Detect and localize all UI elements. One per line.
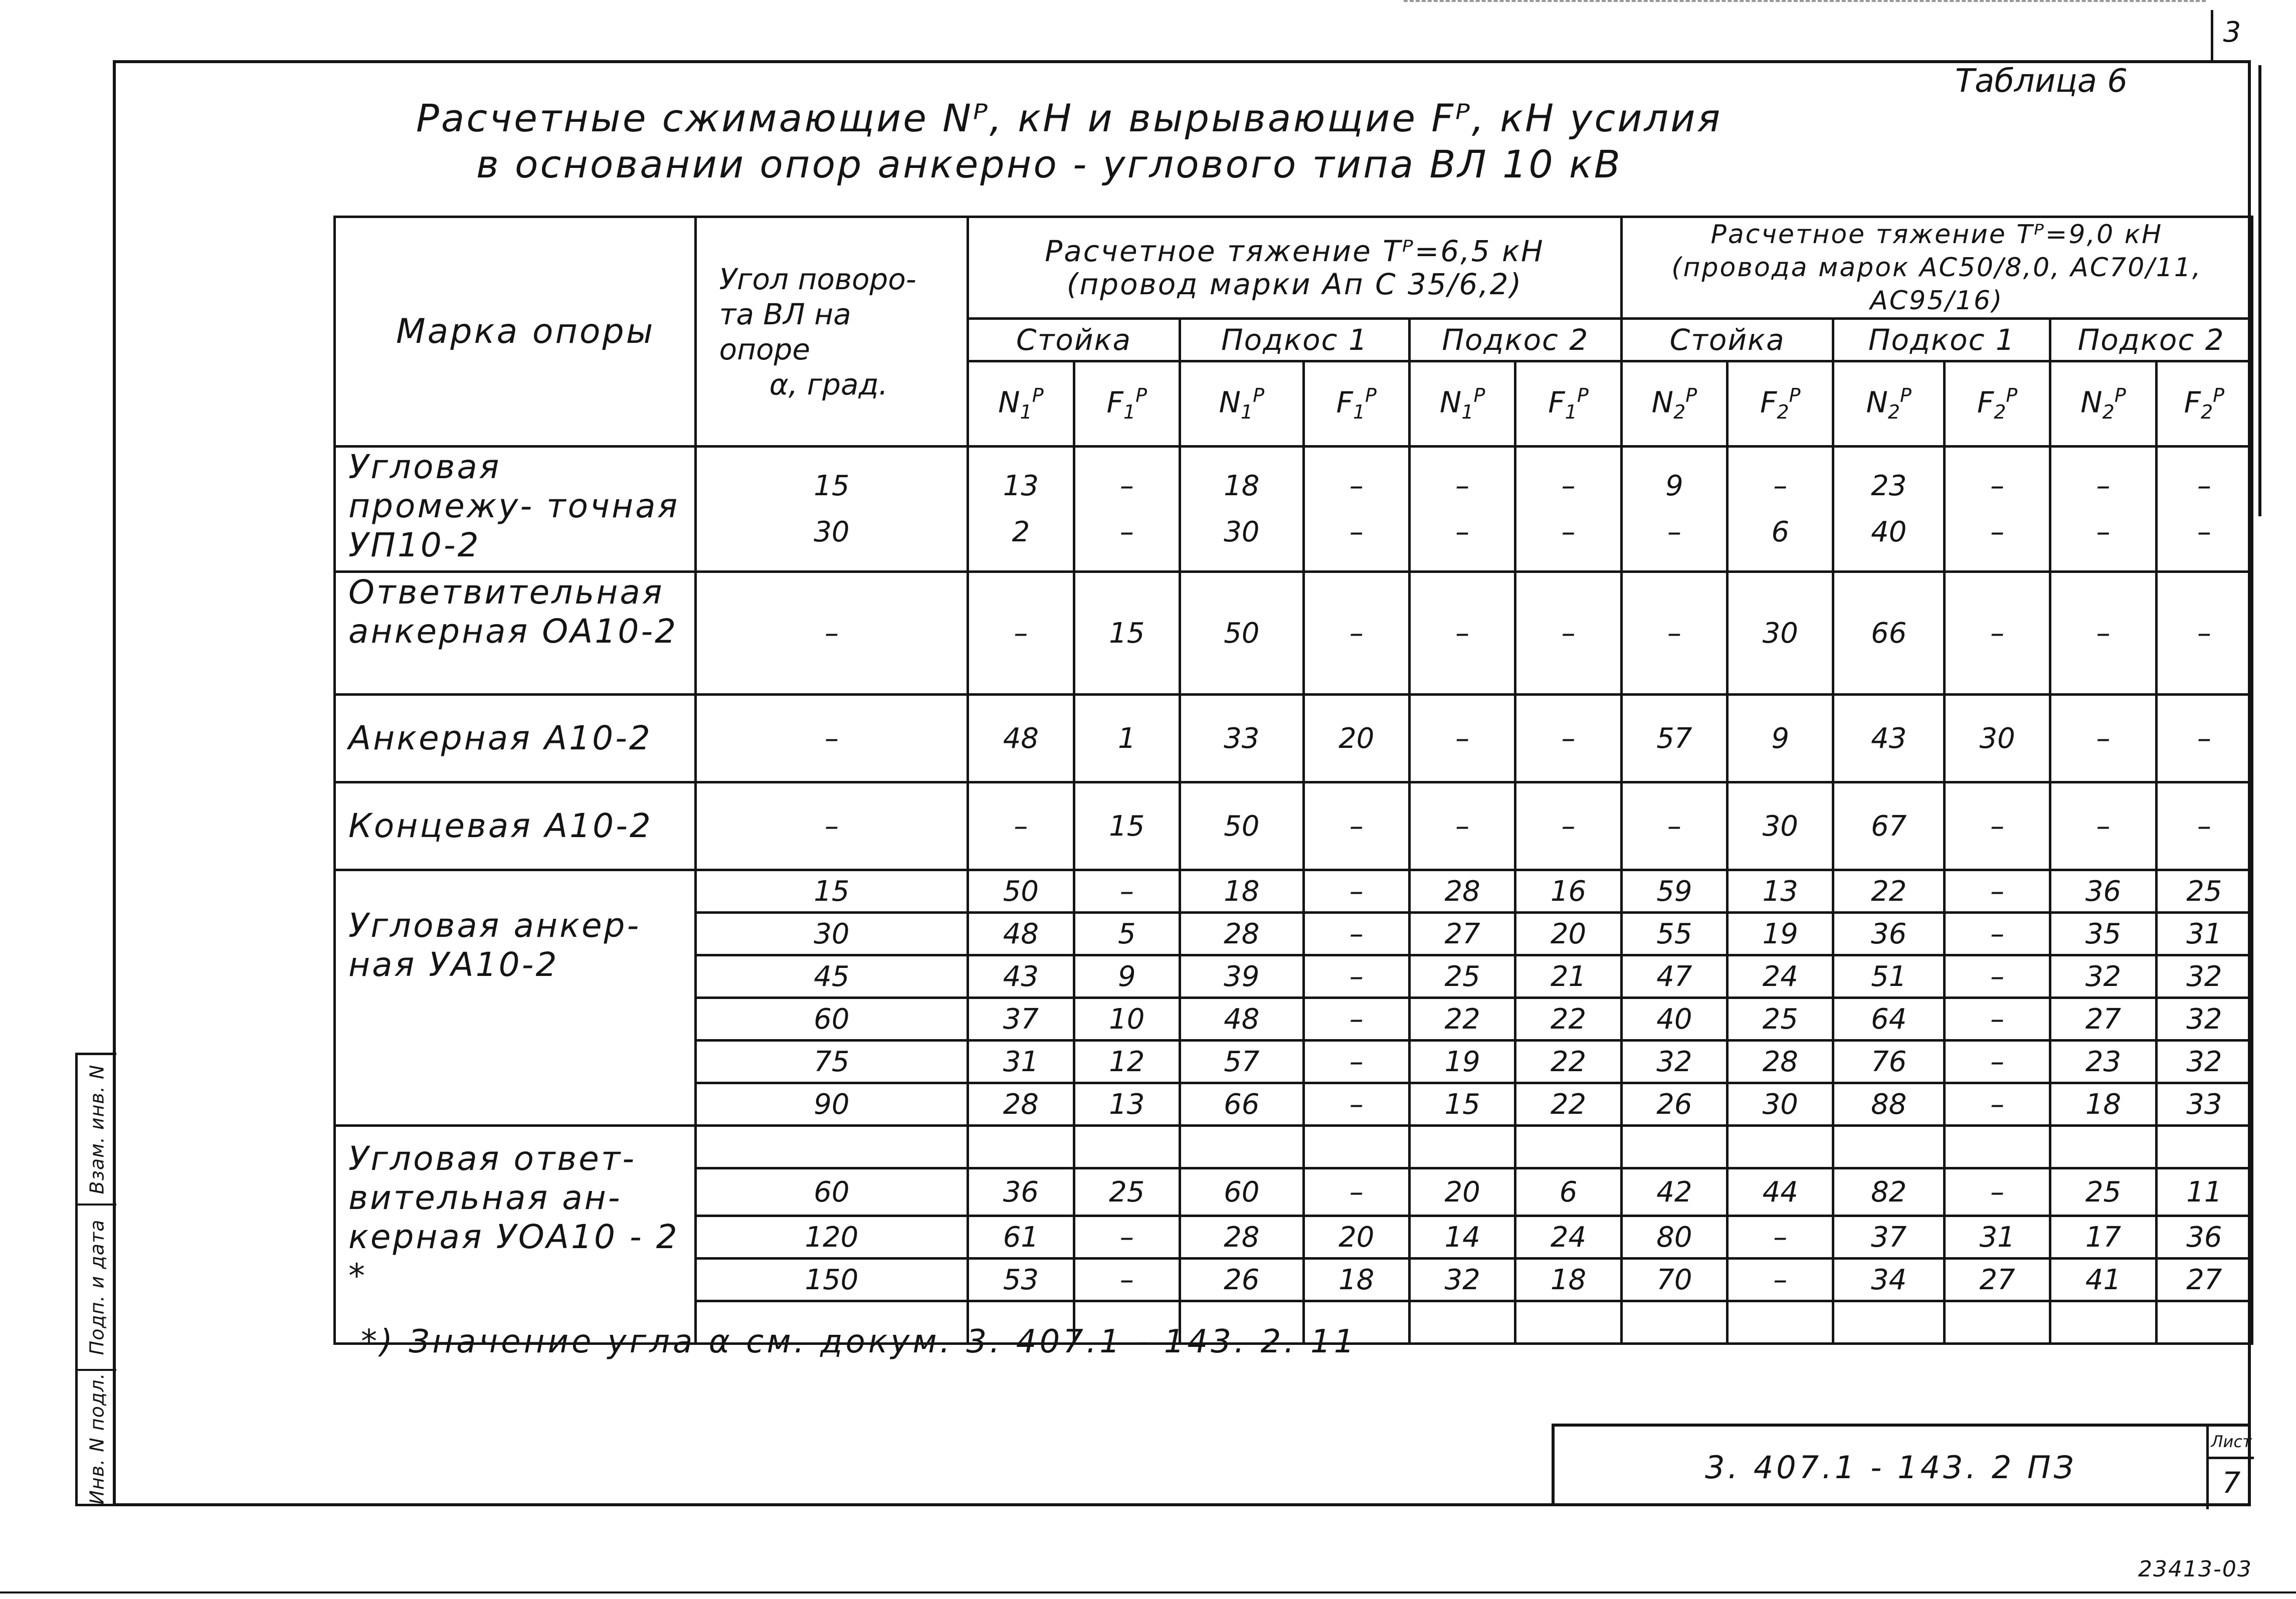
- value-cell: –: [1303, 1041, 1409, 1083]
- value-cell: –: [1944, 1041, 2050, 1083]
- value-cell: 17: [2050, 1216, 2156, 1259]
- value-cell: 51: [1833, 955, 1944, 998]
- value-cell: 27: [2050, 998, 2156, 1041]
- value-cell: 24: [1515, 1216, 1621, 1259]
- value-cell: –: [1409, 572, 1515, 695]
- value-cell: 27: [1409, 913, 1515, 955]
- value-cell: [1303, 1126, 1409, 1168]
- value-cell: –: [1409, 695, 1515, 782]
- value-cell: 32: [2156, 1041, 2252, 1083]
- bottom-border-line: [0, 1591, 2296, 1593]
- angle-cell: 45: [695, 955, 968, 998]
- value-cell: 22: [1515, 998, 1621, 1041]
- value-cell: 13: [1074, 1083, 1180, 1126]
- value-cell: 20: [1515, 913, 1621, 955]
- value-cell: 35: [2050, 913, 2156, 955]
- value-cell: 30: [1728, 782, 1833, 870]
- value-cell: 31: [2156, 913, 2252, 955]
- side-cell-podp: Подп. и дата: [78, 1206, 116, 1371]
- value-cell: – –: [1515, 447, 1621, 572]
- value-cell: – –: [1409, 447, 1515, 572]
- value-cell: 31: [1944, 1216, 2050, 1259]
- sym-f1: $F_1^P$: [1303, 361, 1409, 447]
- sym-f2: $F_2^P$: [1728, 361, 1833, 447]
- value-cell: –: [1728, 1216, 1833, 1259]
- value-cell: 80: [1621, 1216, 1727, 1259]
- sym-n1: $N_1^P$: [968, 361, 1074, 447]
- value-cell: [1074, 1126, 1180, 1168]
- table-label: Таблица 6: [1955, 63, 2128, 100]
- value-cell: 60: [1180, 1168, 1303, 1216]
- value-cell: –: [1944, 572, 2050, 695]
- value-cell: 20: [1303, 695, 1409, 782]
- row-name: Ответвительная анкерная ОА10-2: [335, 572, 696, 695]
- archive-code: 23413-03: [2138, 1556, 2252, 1582]
- value-cell: [1728, 1126, 1833, 1168]
- row-up10: [335, 447, 2252, 572]
- value-cell: 24: [1728, 955, 1833, 998]
- value-cell: 37: [968, 998, 1074, 1041]
- value-cell: 48: [1180, 998, 1303, 1041]
- value-cell: – –: [1303, 447, 1409, 572]
- row-k10: [335, 782, 2252, 870]
- value-cell: [1515, 1126, 1621, 1168]
- title-line-2: в основании опор анкерно - углового типа ВЛ 10 кВ: [476, 142, 1622, 186]
- value-cell: –: [1944, 782, 2050, 870]
- value-cell: 88: [1833, 1083, 1944, 1126]
- value-cell: –: [1074, 1216, 1180, 1259]
- value-cell: 34: [1833, 1259, 1944, 1301]
- value-cell: 55: [1621, 913, 1727, 955]
- document-code: 3. 407.1 - 143. 2 ПЗ: [1705, 1449, 2077, 1486]
- value-cell: 19: [1728, 913, 1833, 955]
- value-cell: 15: [1409, 1083, 1515, 1126]
- value-cell: 18: [1303, 1259, 1409, 1301]
- value-cell: –: [1515, 572, 1621, 695]
- angle-cell: –: [695, 695, 968, 782]
- value-cell: 40: [1621, 998, 1727, 1041]
- value-cell: –: [1944, 955, 2050, 998]
- value-cell: 14: [1409, 1216, 1515, 1259]
- value-cell: –: [1944, 1083, 2050, 1126]
- value-cell: 9: [1728, 695, 1833, 782]
- value-cell: 39: [1180, 955, 1303, 998]
- value-cell: –: [1515, 695, 1621, 782]
- sym-f1: $F_1^P$: [1074, 361, 1180, 447]
- value-cell: 33: [1180, 695, 1303, 782]
- sym-n1: $N_1^P$: [1180, 361, 1303, 447]
- value-cell: 6: [1515, 1168, 1621, 1216]
- value-cell: –: [1621, 782, 1727, 870]
- side-strip: [75, 1053, 116, 1506]
- value-cell: –: [968, 782, 1074, 870]
- value-cell: 18: [1180, 870, 1303, 913]
- angle-cell: 150: [695, 1259, 968, 1301]
- value-cell: 22: [1515, 1083, 1621, 1126]
- value-cell: –: [1074, 870, 1180, 913]
- value-cell: 30: [1728, 572, 1833, 695]
- value-cell: 23 40: [1833, 447, 1944, 572]
- value-cell: 16: [1515, 870, 1621, 913]
- value-cell: 27: [1944, 1259, 2050, 1301]
- value-cell: 43: [968, 955, 1074, 998]
- angle-cell: 90: [695, 1083, 968, 1126]
- value-cell: 13 2: [968, 447, 1074, 572]
- value-cell: 82: [1833, 1168, 1944, 1216]
- header-stoyka-1: Стойка: [968, 319, 1180, 361]
- sym-f1: $F_1^P$: [1515, 361, 1621, 447]
- value-cell: 61: [968, 1216, 1074, 1259]
- value-cell: 10: [1074, 998, 1180, 1041]
- value-cell: 44: [1728, 1168, 1833, 1216]
- value-cell: 25: [2156, 870, 2252, 913]
- page-title: [416, 95, 1920, 187]
- angle-cell: 75: [695, 1041, 968, 1083]
- value-cell: 18: [1515, 1259, 1621, 1301]
- value-cell: 57: [1621, 695, 1727, 782]
- forces-table-grid: [333, 216, 2253, 1345]
- value-cell: [1180, 1126, 1303, 1168]
- value-cell: 47: [1621, 955, 1727, 998]
- value-cell: 21: [1515, 955, 1621, 998]
- sym-f2: $F_2^P$: [2156, 361, 2252, 447]
- value-cell: –: [1515, 782, 1621, 870]
- header-angle: Угол поворо- та ВЛ на опоре α, град.: [695, 217, 968, 447]
- value-cell: –: [1074, 1259, 1180, 1301]
- value-cell: –: [1944, 998, 2050, 1041]
- value-cell: 22: [1409, 998, 1515, 1041]
- header-stoyka-2: Стойка: [1621, 319, 1833, 361]
- value-cell: –: [2156, 782, 2252, 870]
- value-cell: 13: [1728, 870, 1833, 913]
- value-cell: 66: [1833, 572, 1944, 695]
- value-cell: [2156, 1301, 2252, 1344]
- value-cell: [2050, 1126, 2156, 1168]
- value-cell: 28: [968, 1083, 1074, 1126]
- value-cell: [968, 1126, 1074, 1168]
- value-cell: [1515, 1301, 1621, 1344]
- value-cell: [1409, 1301, 1515, 1344]
- value-cell: –: [1944, 1168, 2050, 1216]
- value-cell: –: [2156, 695, 2252, 782]
- value-cell: –: [1303, 955, 1409, 998]
- value-cell: [1833, 1301, 1944, 1344]
- value-cell: –: [1621, 572, 1727, 695]
- header-group-1: Расчетное тяжение Тᴾ=6,5 кН (провод марки Ап С 35/6,2): [968, 217, 1622, 319]
- value-cell: –: [968, 572, 1074, 695]
- value-cell: 50: [1180, 572, 1303, 695]
- value-cell: 53: [968, 1259, 1074, 1301]
- value-cell: – –: [2156, 447, 2252, 572]
- header-marka: Марка опоры: [335, 217, 696, 447]
- value-cell: 36: [968, 1168, 1074, 1216]
- sheet-number: 7: [2222, 1466, 2241, 1500]
- page-number: 3: [2211, 10, 2251, 60]
- value-cell: 48: [968, 913, 1074, 955]
- value-cell: 15: [1074, 782, 1180, 870]
- angle-cell: 60: [695, 998, 968, 1041]
- value-cell: 25: [1409, 955, 1515, 998]
- angle-cell: [695, 1126, 968, 1168]
- value-cell: 15: [1074, 572, 1180, 695]
- value-cell: 19: [1409, 1041, 1515, 1083]
- row-name: Угловая анкер- ная УА10-2: [335, 870, 696, 1126]
- value-cell: 9 –: [1621, 447, 1727, 572]
- value-cell: [1944, 1126, 2050, 1168]
- value-cell: –: [1303, 1083, 1409, 1126]
- right-margin-mark: [2258, 65, 2261, 516]
- row-oa10: [335, 572, 2252, 695]
- value-cell: – 6: [1728, 447, 1833, 572]
- sheet-box: [2206, 1427, 2254, 1509]
- sheet-label: Лист: [2209, 1427, 2254, 1459]
- value-cell: 22: [1515, 1041, 1621, 1083]
- value-cell: 36: [1833, 913, 1944, 955]
- value-cell: 18 30: [1180, 447, 1303, 572]
- row-name: Угловая ответ- вительная ан- керная УОА10 - 2 *: [335, 1126, 696, 1344]
- value-cell: 37: [1833, 1216, 1944, 1259]
- value-cell: 66: [1180, 1083, 1303, 1126]
- value-cell: [1728, 1301, 1833, 1344]
- value-cell: –: [2156, 572, 2252, 695]
- value-cell: 50: [1180, 782, 1303, 870]
- value-cell: 48: [968, 695, 1074, 782]
- value-cell: 43: [1833, 695, 1944, 782]
- angle-cell: 15 30: [695, 447, 968, 572]
- value-cell: –: [2050, 572, 2156, 695]
- value-cell: 28: [1180, 913, 1303, 955]
- value-cell: –: [1303, 1168, 1409, 1216]
- value-cell: –: [1728, 1259, 1833, 1301]
- value-cell: 20: [1303, 1216, 1409, 1259]
- value-cell: 41: [2050, 1259, 2156, 1301]
- sym-n1: $N_1^P$: [1409, 361, 1515, 447]
- value-cell: –: [2050, 782, 2156, 870]
- value-cell: 32: [1409, 1259, 1515, 1301]
- value-cell: 32: [2156, 998, 2252, 1041]
- value-cell: 28: [1728, 1041, 1833, 1083]
- value-cell: 36: [2050, 870, 2156, 913]
- angle-cell: 60: [695, 1168, 968, 1216]
- value-cell: –: [1303, 572, 1409, 695]
- value-cell: 26: [1621, 1083, 1727, 1126]
- value-cell: – –: [2050, 447, 2156, 572]
- row-name: Анкерная А10-2: [335, 695, 696, 782]
- row-name: Концевая А10-2: [335, 782, 696, 870]
- value-cell: [1833, 1126, 1944, 1168]
- top-dashed-line: [1404, 0, 2206, 4]
- value-cell: [1409, 1126, 1515, 1168]
- row-uoa10-blank-top: [335, 1126, 2252, 1168]
- value-cell: –: [1409, 782, 1515, 870]
- value-cell: 25: [2050, 1168, 2156, 1216]
- angle-cell: –: [695, 782, 968, 870]
- angle-cell: –: [695, 572, 968, 695]
- value-cell: 26: [1180, 1259, 1303, 1301]
- value-cell: 76: [1833, 1041, 1944, 1083]
- value-cell: 32: [2050, 955, 2156, 998]
- side-cell-vzam: Взам. инв. N: [78, 1055, 116, 1206]
- footnote: *) Значение угла α см. докум. 3. 407.1 - 143. 2. 11: [361, 1323, 1358, 1360]
- value-cell: –: [1944, 870, 2050, 913]
- value-cell: 59: [1621, 870, 1727, 913]
- value-cell: 32: [1621, 1041, 1727, 1083]
- value-cell: 33: [2156, 1083, 2252, 1126]
- value-cell: 36: [2156, 1216, 2252, 1259]
- value-cell: –: [1303, 870, 1409, 913]
- sym-n2: $N_2^P$: [2050, 361, 2156, 447]
- row-a10: [335, 695, 2252, 782]
- row-ua10-15: [335, 870, 2252, 913]
- value-cell: 67: [1833, 782, 1944, 870]
- value-cell: 22: [1833, 870, 1944, 913]
- value-cell: 50: [968, 870, 1074, 913]
- value-cell: 20: [1409, 1168, 1515, 1216]
- sym-f2: $F_2^P$: [1944, 361, 2050, 447]
- value-cell: 25: [1074, 1168, 1180, 1216]
- value-cell: 1: [1074, 695, 1180, 782]
- header-group-2: Расчетное тяжение Тᴾ=9,0 кН (провода марок АС50/8,0, АС70/11, АС95/16): [1621, 217, 2252, 319]
- value-cell: –: [1303, 782, 1409, 870]
- value-cell: –: [2050, 695, 2156, 782]
- value-cell: 70: [1621, 1259, 1727, 1301]
- value-cell: 32: [2156, 955, 2252, 998]
- angle-cell: 30: [695, 913, 968, 955]
- value-cell: 30: [1944, 695, 2050, 782]
- value-cell: 18: [2050, 1083, 2156, 1126]
- value-cell: [2156, 1126, 2252, 1168]
- value-cell: 31: [968, 1041, 1074, 1083]
- sym-n2: $N_2^P$: [1833, 361, 1944, 447]
- header-podkos2-2: Подкос 2: [2050, 319, 2252, 361]
- value-cell: 64: [1833, 998, 1944, 1041]
- value-cell: [1944, 1301, 2050, 1344]
- value-cell: 57: [1180, 1041, 1303, 1083]
- sym-n2: $N_2^P$: [1621, 361, 1727, 447]
- value-cell: 12: [1074, 1041, 1180, 1083]
- value-cell: 28: [1180, 1216, 1303, 1259]
- value-cell: [2050, 1301, 2156, 1344]
- value-cell: – –: [1074, 447, 1180, 572]
- value-cell: –: [1303, 998, 1409, 1041]
- angle-cell: 15: [695, 870, 968, 913]
- value-cell: [1621, 1301, 1727, 1344]
- value-cell: 25: [1728, 998, 1833, 1041]
- value-cell: 28: [1409, 870, 1515, 913]
- value-cell: 9: [1074, 955, 1180, 998]
- value-cell: 42: [1621, 1168, 1727, 1216]
- title-line-1: Расчетные сжимающие Nᴾ, кН и вырывающие Fᴾ, кН усилия: [416, 96, 1723, 140]
- value-cell: 23: [2050, 1041, 2156, 1083]
- value-cell: – –: [1944, 447, 2050, 572]
- value-cell: –: [1303, 913, 1409, 955]
- header-podkos1-1: Подкос 1: [1180, 319, 1409, 361]
- header-podkos2-1: Подкос 2: [1409, 319, 1621, 361]
- side-cell-inv: Инв. N подл.: [86, 1372, 108, 1505]
- value-cell: 30: [1728, 1083, 1833, 1126]
- value-cell: –: [1944, 913, 2050, 955]
- value-cell: 5: [1074, 913, 1180, 955]
- value-cell: 27: [2156, 1259, 2252, 1301]
- value-cell: 11: [2156, 1168, 2252, 1216]
- title-block: [1552, 1424, 2251, 1506]
- row-name: Угловая промежу- точная УП10-2: [335, 447, 696, 572]
- angle-cell: 120: [695, 1216, 968, 1259]
- value-cell: [1621, 1126, 1727, 1168]
- header-podkos1-2: Подкос 1: [1833, 319, 2050, 361]
